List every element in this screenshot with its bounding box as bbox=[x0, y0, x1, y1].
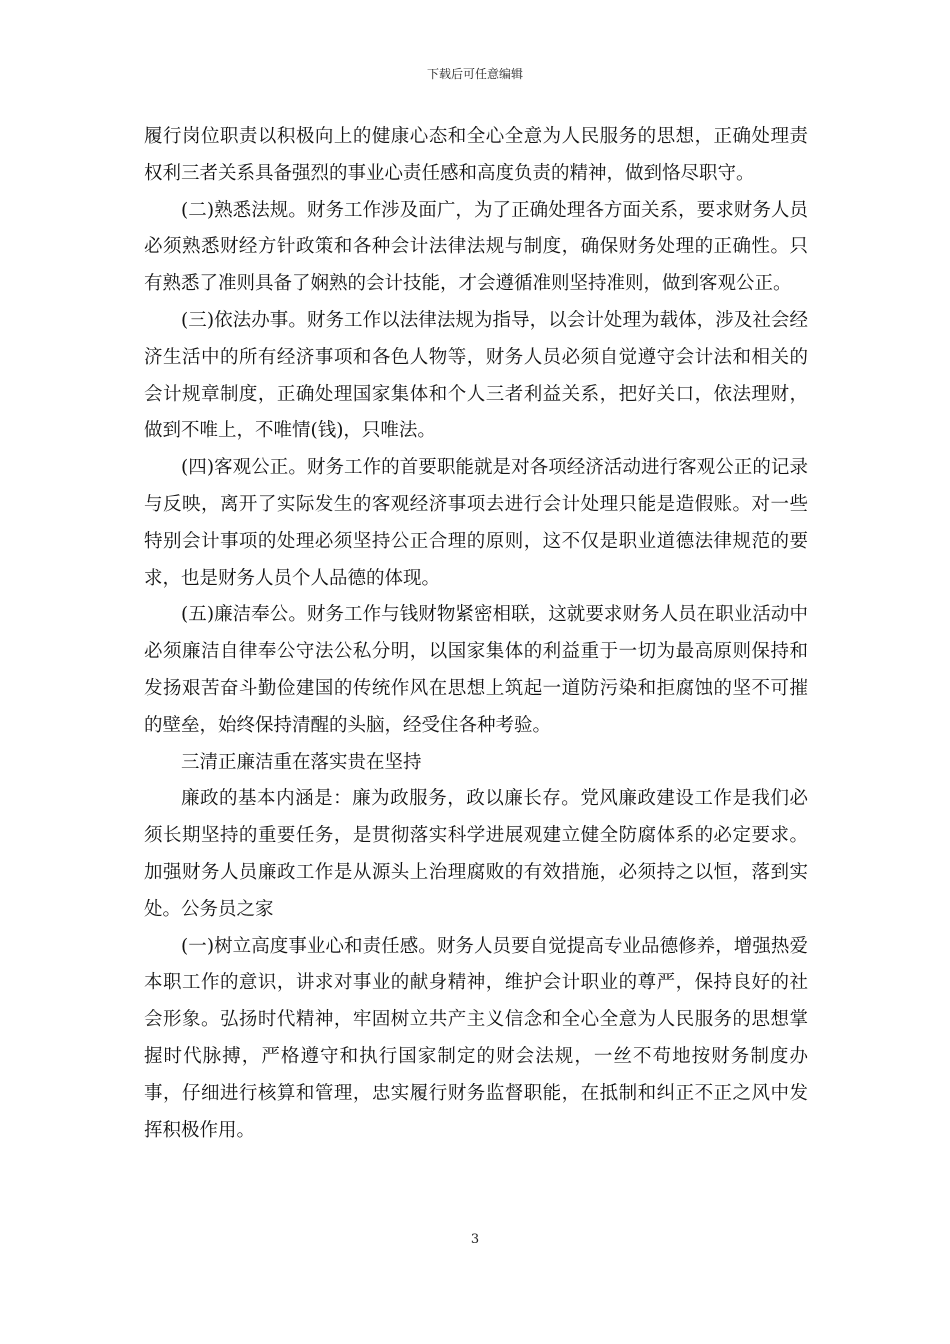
paragraph-4: (四)客观公正。财务工作的首要职能就是对各项经济活动进行客观公正的记录与反映，离开了实际发生的客观经济事项去进行会计处理只能是造假账。对一些特别会计事项的处理必须坚持公正合理的原则，这不仅是职业道德法律规范的要求，也是财务人员个人品德的体现。 bbox=[144, 457, 808, 589]
paragraph-1: 履行岗位职责以积极向上的健康心态和全心全意为人民服务的思想，正确处理责权利三者关系具备强烈的事业心责任感和高度负责的精神，做到恪尽职守。 bbox=[144, 126, 808, 184]
page-number: 3 bbox=[470, 1232, 480, 1247]
paragraph-7: (一)树立高度事业心和责任感。财务人员要自觉提高专业品德修养，增强热爱本职工作的意识，讲求对事业的献身精神，维护会计职业的尊严，保持良好的社会形象。弘扬时代精神，牢固树立共产主义信念和全心全意为人民服务的思想掌握时代脉搏，严格遵守和执行国家制定的财会法规，一丝不苟地按财务制度办事，仔细进行核算和管理，忠实履行财务监督职能，在抵制和纠正不正之风中发挥积极作用。 bbox=[144, 935, 808, 1141]
body-text bbox=[144, 119, 808, 1149]
paragraph-6: 廉政的基本内涵是：廉为政服务，政以廉长存。党风廉政建设工作是我们必须长期坚持的重要任务，是贯彻落实科学进展观建立健全防腐体系的必定要求。加强财务人员廉政工作是从源头上治理腐败的有效措施，必须持之以恒，落到实处。公务员之家 bbox=[144, 788, 808, 920]
section-heading: 三清正廉洁重在落实贵在坚持 bbox=[181, 751, 422, 773]
paragraph-2: (二)熟悉法规。财务工作涉及面广，为了正确处理各方面关系，要求财务人员必须熟悉财经方针政策和各种会计法律法规与制度，确保财务处理的正确性。只有熟悉了准则具备了娴熟的会计技能，才会遵循准则坚持准则，做到客观公正。 bbox=[144, 199, 808, 295]
paragraph-5: (五)廉洁奉公。财务工作与钱财物紧密相联，这就要求财务人员在职业活动中必须廉洁自律奉公守法公私分明，以国家集体的利益重于一切为最高原则保持和发扬艰苦奋斗勤俭建国的传统作风在思想上筑起一道防污染和拒腐蚀的坚不可摧的壁垒，始终保持清醒的头脑，经受住各种考验。 bbox=[144, 604, 808, 736]
page-header: 下载后可任意编辑 bbox=[426, 67, 523, 81]
paragraph-3: (三)依法办事。财务工作以法律法规为指导，以会计处理为载体，涉及社会经济生活中的所有经济事项和各色人物等，财务人员必须自觉遵守会计法和相关的会计规章制度，正确处理国家集体和个人三者利益关系，把好关口，依法理财，做到不唯上，不唯情(钱)，只唯法。 bbox=[144, 309, 808, 442]
